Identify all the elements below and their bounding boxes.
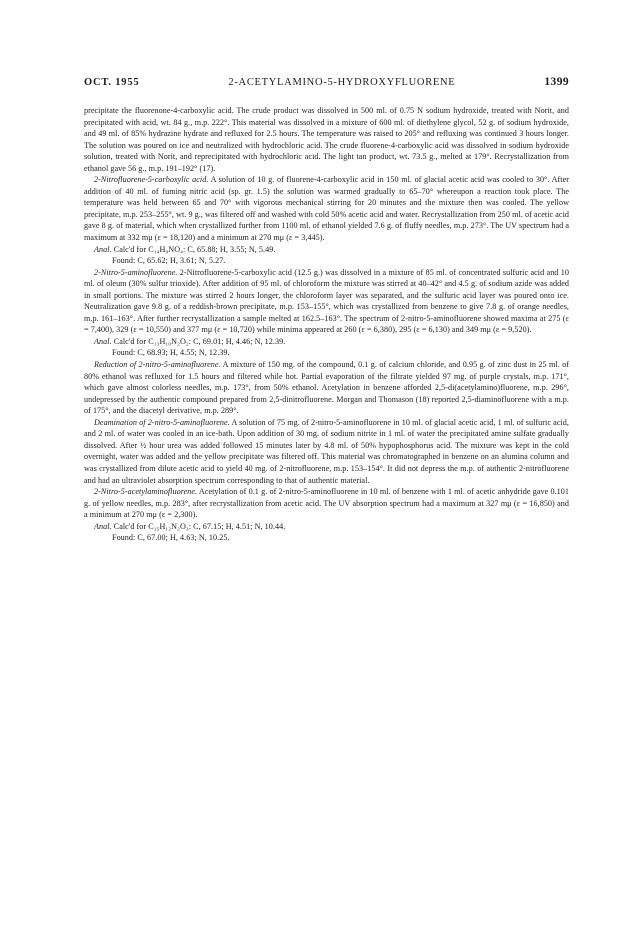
paragraph-text: 2-Nitrofluorene-5-carboxylic acid (12.5 g.) was dissolved in a mixture of 85 ml. of concentrated sulfuric acid and 10 ml. of oleum (30% sulfur trioxide). After addition of 95 ml. of chloroform the mixture was stirred at 40–42° and 4.5 g. of sodium azide was added in small portions. The mixture was stirred 2 hours longer, the chloroform layer was separated, and the sulfuric acid layer was poured onto ice. Neutralization gave 9.8 g. of a reddish-brown precipitate, m.p. 153–155°, which was crystallized from benzene to give 7.8 g. of orange needles, m.p. 161–163°. After further recrystallization a sample melted at 162.5–163°. The spectrum of 2-nitro-5-aminofluorene showed maxima at 275 (ε = 7,400), 329 (ε = 10,550) and 377 mμ (ε = 10,720) while minima appeared at 260 (ε = 6,380), 295 (ε = 6,130) and 349 mμ (ε = 9,520).	[84, 267, 569, 335]
analysis-calculated	[84, 244, 569, 256]
analysis-text: Calc'd for C₁₄H₉NO₄: C, 65.88; H, 3.55; N, 5.49.	[113, 244, 276, 254]
analysis-found: Found: C, 68.93; H, 4.55; N, 12.39.	[112, 348, 230, 358]
paragraph-text: Acetylation of 0.1 g. of 2-nitro-5-aminofluorene in 10 ml. of benzene with 1 ml. of acetic anhydride gave 0.101 g. of yellow needles, m.p. 283°, after recrystallization from acetic acid. The UV absorption spectrum had a maximum at 327 mμ (ε = 16,850) and a minimum at 270 mμ (ε = 2,300).	[84, 487, 569, 520]
paragraph-nitro-aminofluorene	[84, 267, 569, 336]
paragraph-reduction	[84, 359, 569, 417]
paragraph-acetylaminofluorene	[84, 486, 569, 521]
analysis-label: Anal.	[94, 521, 112, 531]
analysis-found: Found: C, 65.62; H, 3.61; N, 5.27.	[112, 256, 226, 266]
page-number: 1399	[544, 76, 569, 88]
header-date: OCT. 1955	[84, 77, 140, 88]
paragraph-deamination	[84, 417, 569, 486]
section-title: 2-Nitro-5-acetylaminofluorene.	[94, 487, 198, 497]
paragraph-fluorene-carboxylic-acid: precipitate the fluorenone-4-carboxylic acid. The crude product was dissolved in 500 ml. of 0.75 N sodium hydroxide, treated with Norit, and precipitated with acid, wt. 84 g., m.p. 222°. This material was dissolved in a mixture of 600 ml. of diethylene glycol, 52 g. of sodium hydroxide, and 49 ml. of 85% hydrazine hydrate and refluxed for 2.5 hours. The temperature was raised to 205° and refluxing was continued 3 hours longer. The solution was poured on ice and neutralized with hydrochloric acid. The crude fluorene-4-carboxylic acid was dissolved in sodium hydroxide solution, treated with Norit, and reprecipitated with hydrochloric acid. The light tan product, wt. 73.5 g., melted at 179°. Recrystallization from ethanol gave 56 g., m.p. 191–192° (17).	[84, 106, 569, 173]
section-title: Reduction of 2-nitro-5-aminofluorene.	[94, 360, 221, 370]
analysis-label: Anal.	[94, 244, 112, 254]
article-body	[84, 105, 569, 544]
page-header	[84, 76, 569, 88]
section-title: 2-Nitrofluorene-5-carboxylic acid.	[94, 175, 209, 185]
analysis-calculated	[84, 336, 569, 348]
paragraph-text: A solution of 10 g. of fluorene-4-carboxylic acid in 150 ml. of glacial acetic acid was cooled to 30°. After addition of 40 ml. of fuming nitric acid (sp. gr. 1.5) the solution was warmed gradually to 65–70° whereupon a reaction took place. The temperature was held between 65 and 70° with vigorous mechanical stirring for 20 minutes and the mixture then was cooled. The yellow precipitate, m.p. 253–255°, wt. 9 g., was filtered off and washed with cold 50% acetic acid and water. Recrystallization from 250 ml. of acetic acid gave 8 g. of material, which when crystallized further from 1100 ml. of ethanol yielded 7.6 g. of fluffy needles, m.p. 273°. The UV spectrum had a maximum at 332 mμ (ε = 18,120) and a minimum at 270 mμ (ε = 3,445).	[84, 175, 569, 243]
section-title: Deamination of 2-nitro-5-aminofluorene.	[94, 417, 230, 427]
running-title: 2-ACETYLAMINO-5-HYDROXYFLUORENE	[228, 77, 456, 88]
analysis-found: Found: C, 67.00; H, 4.63; N, 10.25.	[112, 533, 230, 543]
analysis-calculated	[84, 521, 569, 533]
section-title: 2-Nitro-5-aminofluorene.	[94, 267, 178, 277]
analysis-label: Anal.	[94, 336, 112, 346]
analysis-text: Calc'd for C₁₅H₁₂N₂O₃: C, 67.15; H, 4.51; N, 10.44.	[113, 521, 286, 531]
analysis-text: Calc'd for C₁₃H₁₀N₂O₂: C, 69.01; H, 4.46; N, 12.39.	[113, 336, 286, 346]
paragraph-text: A mixture of 150 mg. of the compound, 0.1 g. of calcium chloride, and 0.95 g. of zinc dust in 25 ml. of 80% ethanol was refluxed for 1.5 hours and filtered while hot. Partial evaporation of the filtrate yielded 97 mg. of purple crystals, m.p. 171°, which gave almost colorless needles, m.p. 173°, from 50% ethanol. Acetylation in benzene afforded 2,5-di(acetylamino)fluorene, m.p. 296°, undepressed by the authentic compound prepared from 2,5-dinitrofluorene. Morgan and Thomason (18) reported 2,5-diaminofluorene with a m.p. of 175°, and the diacetyl derivative, m.p. 289°.	[84, 360, 569, 416]
paragraph-text: A solution of 75 mg. of 2-nitro-5-aminofluorene in 10 ml. of glacial acetic acid, 1 ml. of sulfuric acid, and 2 ml. of water was cooled in an ice-bath. Upon addition of 30 mg. of sodium nitrite in 1 ml. of water the precipitated amine sulfate gradually dissolved. After ½ hour urea was added followed 15 minutes later by 4.8 ml. of 50% hypophosphorus acid. The mixture was kept in the cold overnight, water was added and the yellow precipitate was filtered off. This material was chromatographed in benzene on an alumina column and was crystallized from dilute acetic acid to yield 40 mg. of 2-nitrofluorene, m.p. 153–154°. It did not depress the m.p. of authentic 2-nitrofluorene and had an ultraviolet absorption spectrum corresponding to that of authentic material.	[84, 417, 569, 485]
paragraph-nitrofluorene-carboxylic-acid	[84, 174, 569, 243]
